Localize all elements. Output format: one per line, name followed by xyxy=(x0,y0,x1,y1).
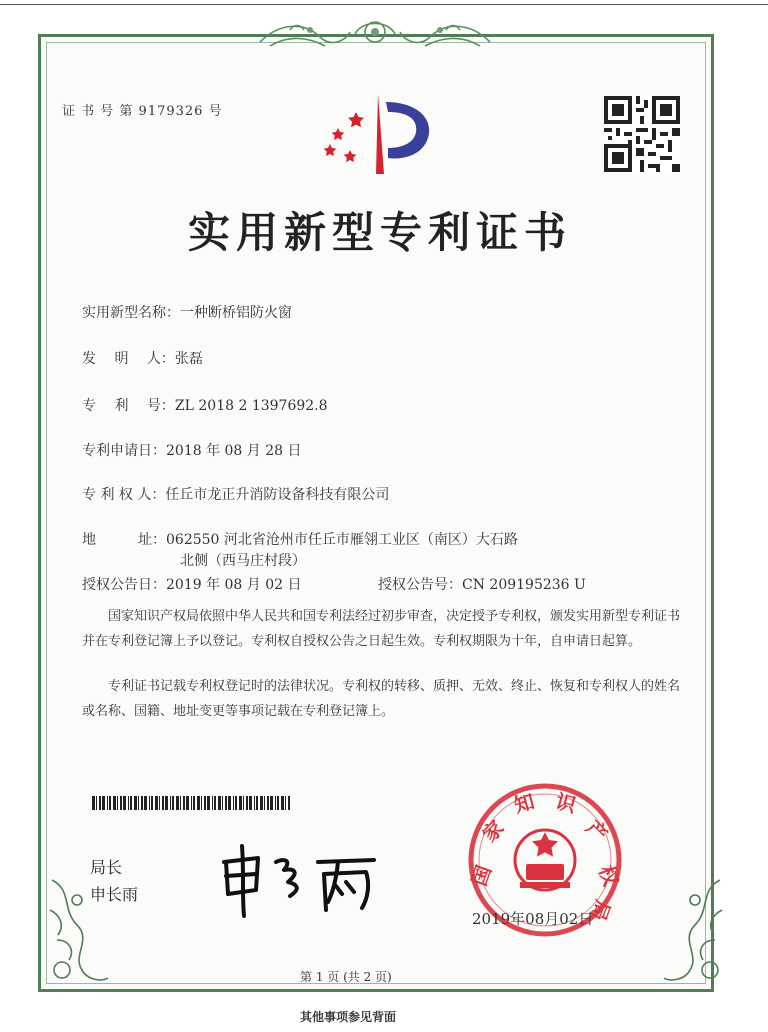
svg-text:国: 国 xyxy=(466,862,497,890)
certificate-number xyxy=(62,100,223,119)
filing-date-label: 专利申请日： xyxy=(82,443,166,459)
corner-ornament-right-icon xyxy=(660,870,730,990)
legal-paragraph-2: 专利证书记载专利权登记时的法律状况。专利权的转移、质押、无效、终止、恢复和专利权人的姓名或名称、国籍、地址变更等事项记载在专利登记簿上。 xyxy=(82,679,681,719)
address-line-1: 062550 河北省沧州市任丘市雁翎工业区（南区）大石路 xyxy=(166,532,518,548)
field-address xyxy=(82,529,518,549)
patentee-label: 专 利 权 人： xyxy=(82,487,166,503)
certificate-number-suffix: 号 xyxy=(208,104,223,119)
patentee-value: 任丘市龙正升消防设备科技有限公司 xyxy=(165,487,390,503)
patent-number-label: 专 利 号： xyxy=(82,398,175,414)
qr-code-icon[interactable] xyxy=(604,96,680,172)
svg-text:产: 产 xyxy=(581,815,613,847)
field-patentee xyxy=(82,484,389,504)
patent-number-value: ZL 2018 2 1397692.8 xyxy=(174,398,328,414)
chief-name: 申长雨 xyxy=(90,885,139,904)
top-rule xyxy=(0,4,768,5)
svg-text:权: 权 xyxy=(593,862,624,890)
chief-title: 局长 xyxy=(90,858,123,877)
handwritten-signature-icon xyxy=(214,832,394,922)
barcode-icon xyxy=(92,796,292,810)
grant-number-label: 授权公告号： xyxy=(378,577,462,593)
field-grant-date xyxy=(82,574,302,594)
svg-text:知: 知 xyxy=(511,789,537,818)
field-filing-date xyxy=(82,440,302,460)
page-indicator: 第 1 页 (共 2 页) xyxy=(300,970,392,984)
grant-date-value: 2019 年 08 月 02 日 xyxy=(166,577,302,593)
field-grant-number xyxy=(378,574,586,594)
svg-text:家: 家 xyxy=(477,815,509,847)
top-ornament-icon xyxy=(250,12,500,56)
svg-text:局: 局 xyxy=(585,896,616,924)
field-utility-model-name xyxy=(82,302,292,322)
utility-model-name-label: 实用新型名称： xyxy=(82,305,180,321)
seal-date: 2019年08月02日 xyxy=(472,910,594,928)
legal-paragraph-1: 国家知识产权局依照中华人民共和国专利法经过初步审查，决定授予专利权，颁发实用新型专利证书并在专利登记簿上予以登记。专利权自授权公告之日起生效。专利权期限为十年，自申请日起算。 xyxy=(82,609,681,649)
field-patent-number xyxy=(82,395,328,415)
address-label: 地 址： xyxy=(82,532,166,548)
grant-number-value: CN 209195236 U xyxy=(462,577,586,593)
inventor-label: 发 明 人： xyxy=(82,351,175,367)
certificate-number-value: 9179326 xyxy=(138,104,204,119)
cnipa-logo-icon xyxy=(316,88,436,178)
certificate-number-label: 证 书 号 第 xyxy=(62,104,134,119)
svg-text:识: 识 xyxy=(553,789,579,818)
utility-model-name-value: 一种断桥铝防火窗 xyxy=(180,305,292,321)
filing-date-value: 2018 年 08 月 28 日 xyxy=(166,443,302,459)
inventor-value: 张磊 xyxy=(174,351,203,367)
grant-date-label: 授权公告日： xyxy=(82,577,166,593)
field-inventor xyxy=(82,348,203,368)
footer-note: 其他事项参见背面 xyxy=(300,1010,397,1024)
address-line-2: 北侧（西马庄村段） xyxy=(180,553,306,569)
certificate-title: 实用新型专利证书 xyxy=(187,208,572,257)
